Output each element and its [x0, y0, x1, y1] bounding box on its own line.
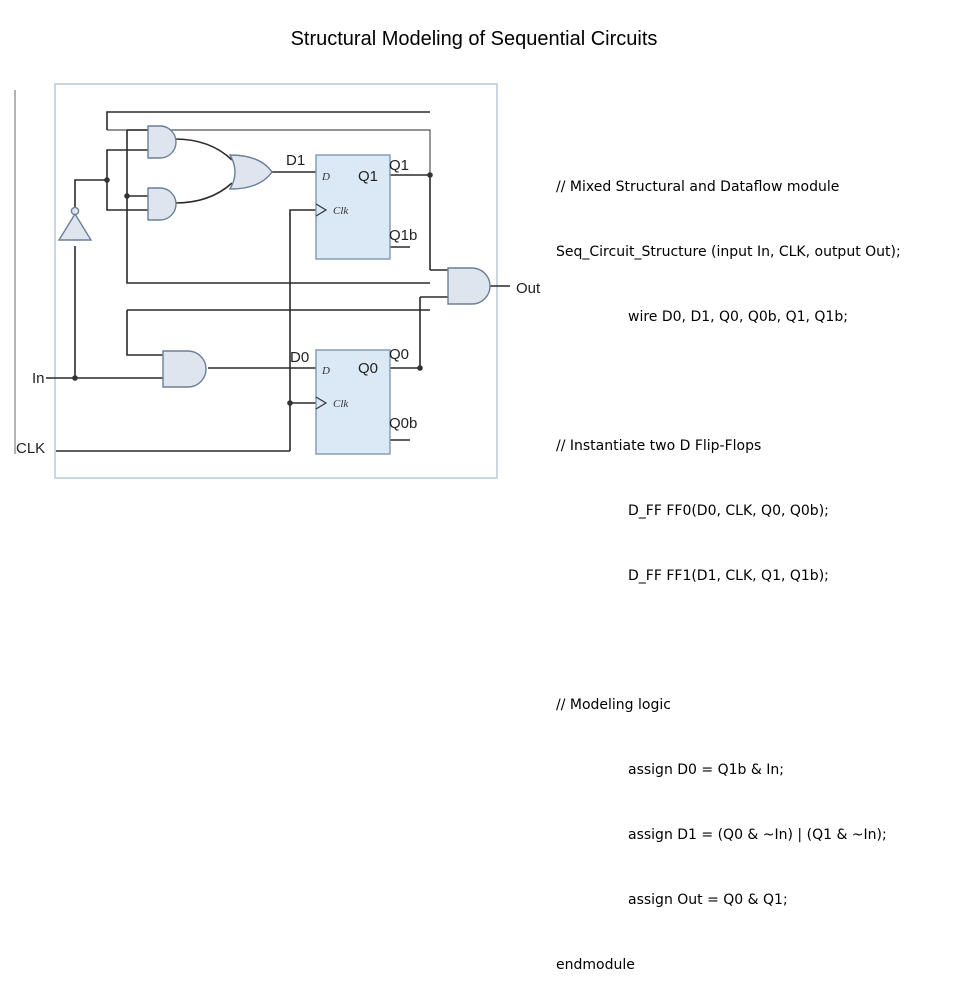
label-q0-inside: Q0 [358, 360, 379, 377]
code-assign-d1: assign D1 = (Q0 & ~In) | (Q1 & ~In); [628, 827, 887, 843]
ff0-clk-pin: Clk [333, 398, 349, 410]
code-assign-out: assign Out = Q0 & Q1; [628, 891, 788, 908]
and-gate-out [448, 268, 490, 304]
code-ff0: D_FF FF0(D0, CLK, Q0, Q0b); [628, 503, 829, 520]
label-q1-out: Q1 [389, 157, 410, 174]
label-q1-inside: Q1 [358, 168, 379, 185]
label-clk: CLK [16, 440, 46, 457]
code-spacer [556, 631, 901, 653]
and-gate-top [148, 126, 176, 158]
or-gate [230, 155, 272, 189]
code-ff1: D_FF FF1(D1, CLK, Q1, Q1b); [628, 567, 829, 584]
code-comment-module: // Mixed Structural and Dataflow module [556, 179, 840, 196]
label-d1: D1 [286, 152, 306, 169]
code-assign-d0: assign D0 = Q1b & In; [628, 762, 784, 779]
verilog-code-block [556, 134, 901, 998]
and-gate-middle [148, 188, 176, 220]
code-spacer [556, 372, 901, 394]
code-endmodule: endmodule [556, 956, 635, 973]
diagram-frame [55, 84, 497, 478]
wires [46, 112, 510, 451]
label-q0b: Q0b [389, 415, 418, 432]
label-d0: D0 [290, 349, 310, 366]
ff0-d-pin: D [322, 365, 330, 377]
label-q0-out: Q0 [389, 346, 410, 363]
ff1-d-pin: D [322, 171, 330, 183]
label-q1b: Q1b [389, 227, 418, 244]
code-wire-decl: wire D0, D1, Q0, Q0b, Q1, Q1b; [628, 308, 848, 325]
ff1-clk-pin: Clk [333, 205, 349, 217]
code-comment-ff: // Instantiate two D Flip-Flops [556, 438, 762, 455]
code-comment-logic: // Modeling logic [556, 697, 671, 714]
page-title: Structural Modeling of Sequential Circuits [290, 28, 658, 50]
label-out: Out [516, 280, 541, 297]
code-module-decl: Seq_Circuit_Structure (input In, CLK, output Out); [556, 243, 901, 260]
inverter [59, 214, 91, 240]
and-gate-d0 [163, 351, 206, 387]
label-in: In [32, 370, 45, 387]
inverter-bubble [71, 207, 78, 214]
